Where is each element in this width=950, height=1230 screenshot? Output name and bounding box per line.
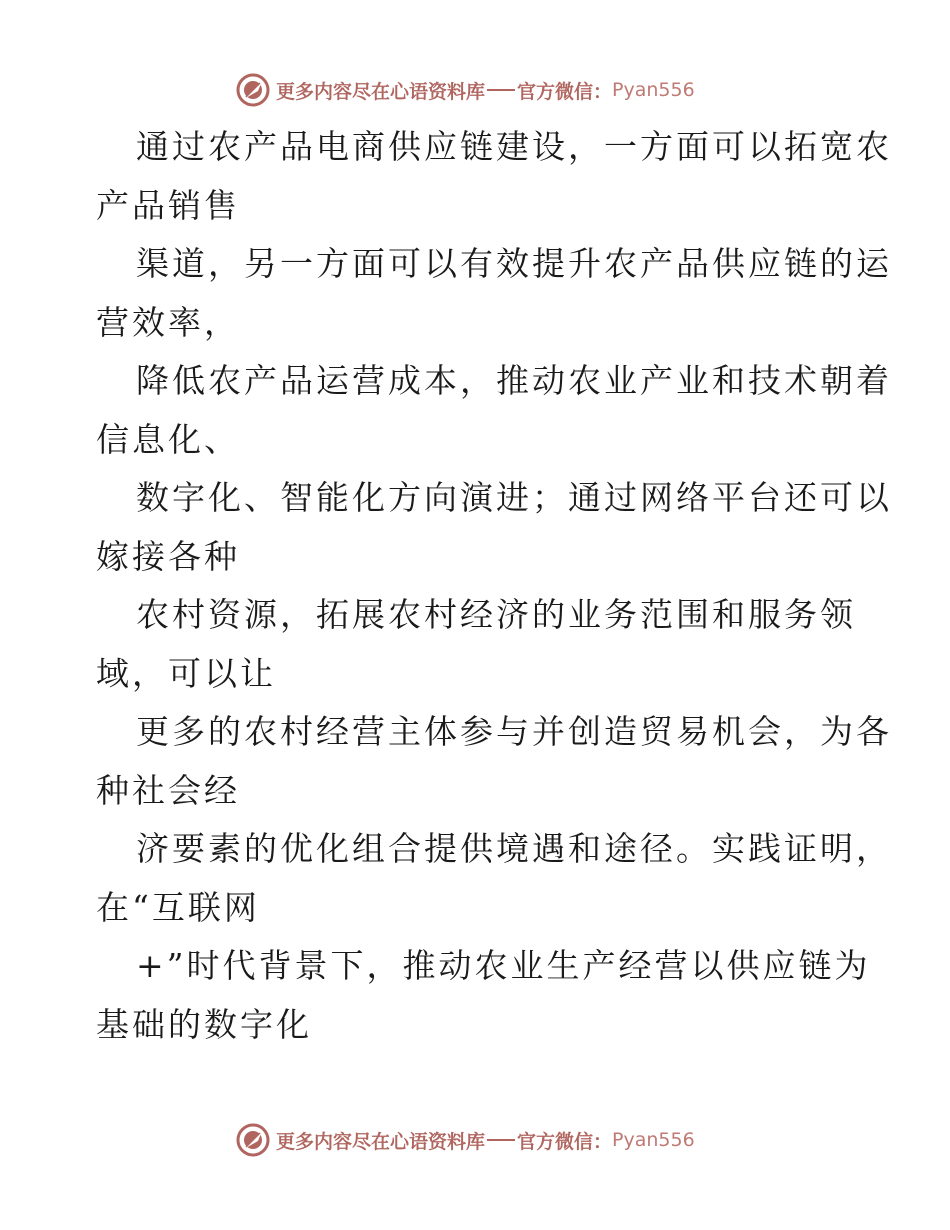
header-banner-dash xyxy=(487,89,515,91)
body-line: 基础的数字化 xyxy=(96,1004,312,1044)
body-line: 信息化、 xyxy=(96,419,240,459)
quill-logo-icon xyxy=(236,1123,270,1157)
footer-banner xyxy=(236,1120,695,1160)
footer-banner-title: 更多内容尽在心语资料库 xyxy=(276,1130,486,1153)
body-line: 农村资源，拓展农村经济的业务范围和服务领 xyxy=(136,595,856,634)
body-line: 通过农产品电商供应链建设，一方面可以拓宽农 xyxy=(136,127,892,166)
body-line: 降低农产品运营成本，推动农业产业和技术朝着 xyxy=(136,361,892,400)
footer-banner-sub: 官方微信： xyxy=(517,1130,613,1153)
body-line: 域，可以让 xyxy=(96,653,276,693)
footer-banner-id: Pyan556 xyxy=(612,1129,695,1151)
body-line: 营效率， xyxy=(96,302,240,342)
header-banner xyxy=(236,70,695,110)
body-line: 产品销售 xyxy=(96,185,240,225)
body-line: 种社会经 xyxy=(96,770,240,810)
body-line: 嫁接各种 xyxy=(96,536,240,576)
document-body xyxy=(96,118,896,1054)
body-line: 在“互联网 xyxy=(96,887,260,927)
body-line: 数字化、智能化方向演进；通过网络平台还可以 xyxy=(136,478,892,517)
header-banner-id: Pyan556 xyxy=(612,79,695,101)
body-line: 济要素的优化组合提供境遇和途径。实践证明， xyxy=(136,829,892,868)
footer-banner-dash xyxy=(487,1139,515,1141)
quill-logo-icon xyxy=(236,73,270,107)
body-line: 更多的农村经营主体参与并创造贸易机会，为各 xyxy=(136,712,892,751)
body-line: 渠道，另一方面可以有效提升农产品供应链的运 xyxy=(136,244,892,283)
body-line: +”时代背景下，推动农业生产经营以供应链为 xyxy=(136,946,871,985)
header-banner-title: 更多内容尽在心语资料库 xyxy=(276,80,486,103)
header-banner-sub: 官方微信： xyxy=(517,80,613,103)
